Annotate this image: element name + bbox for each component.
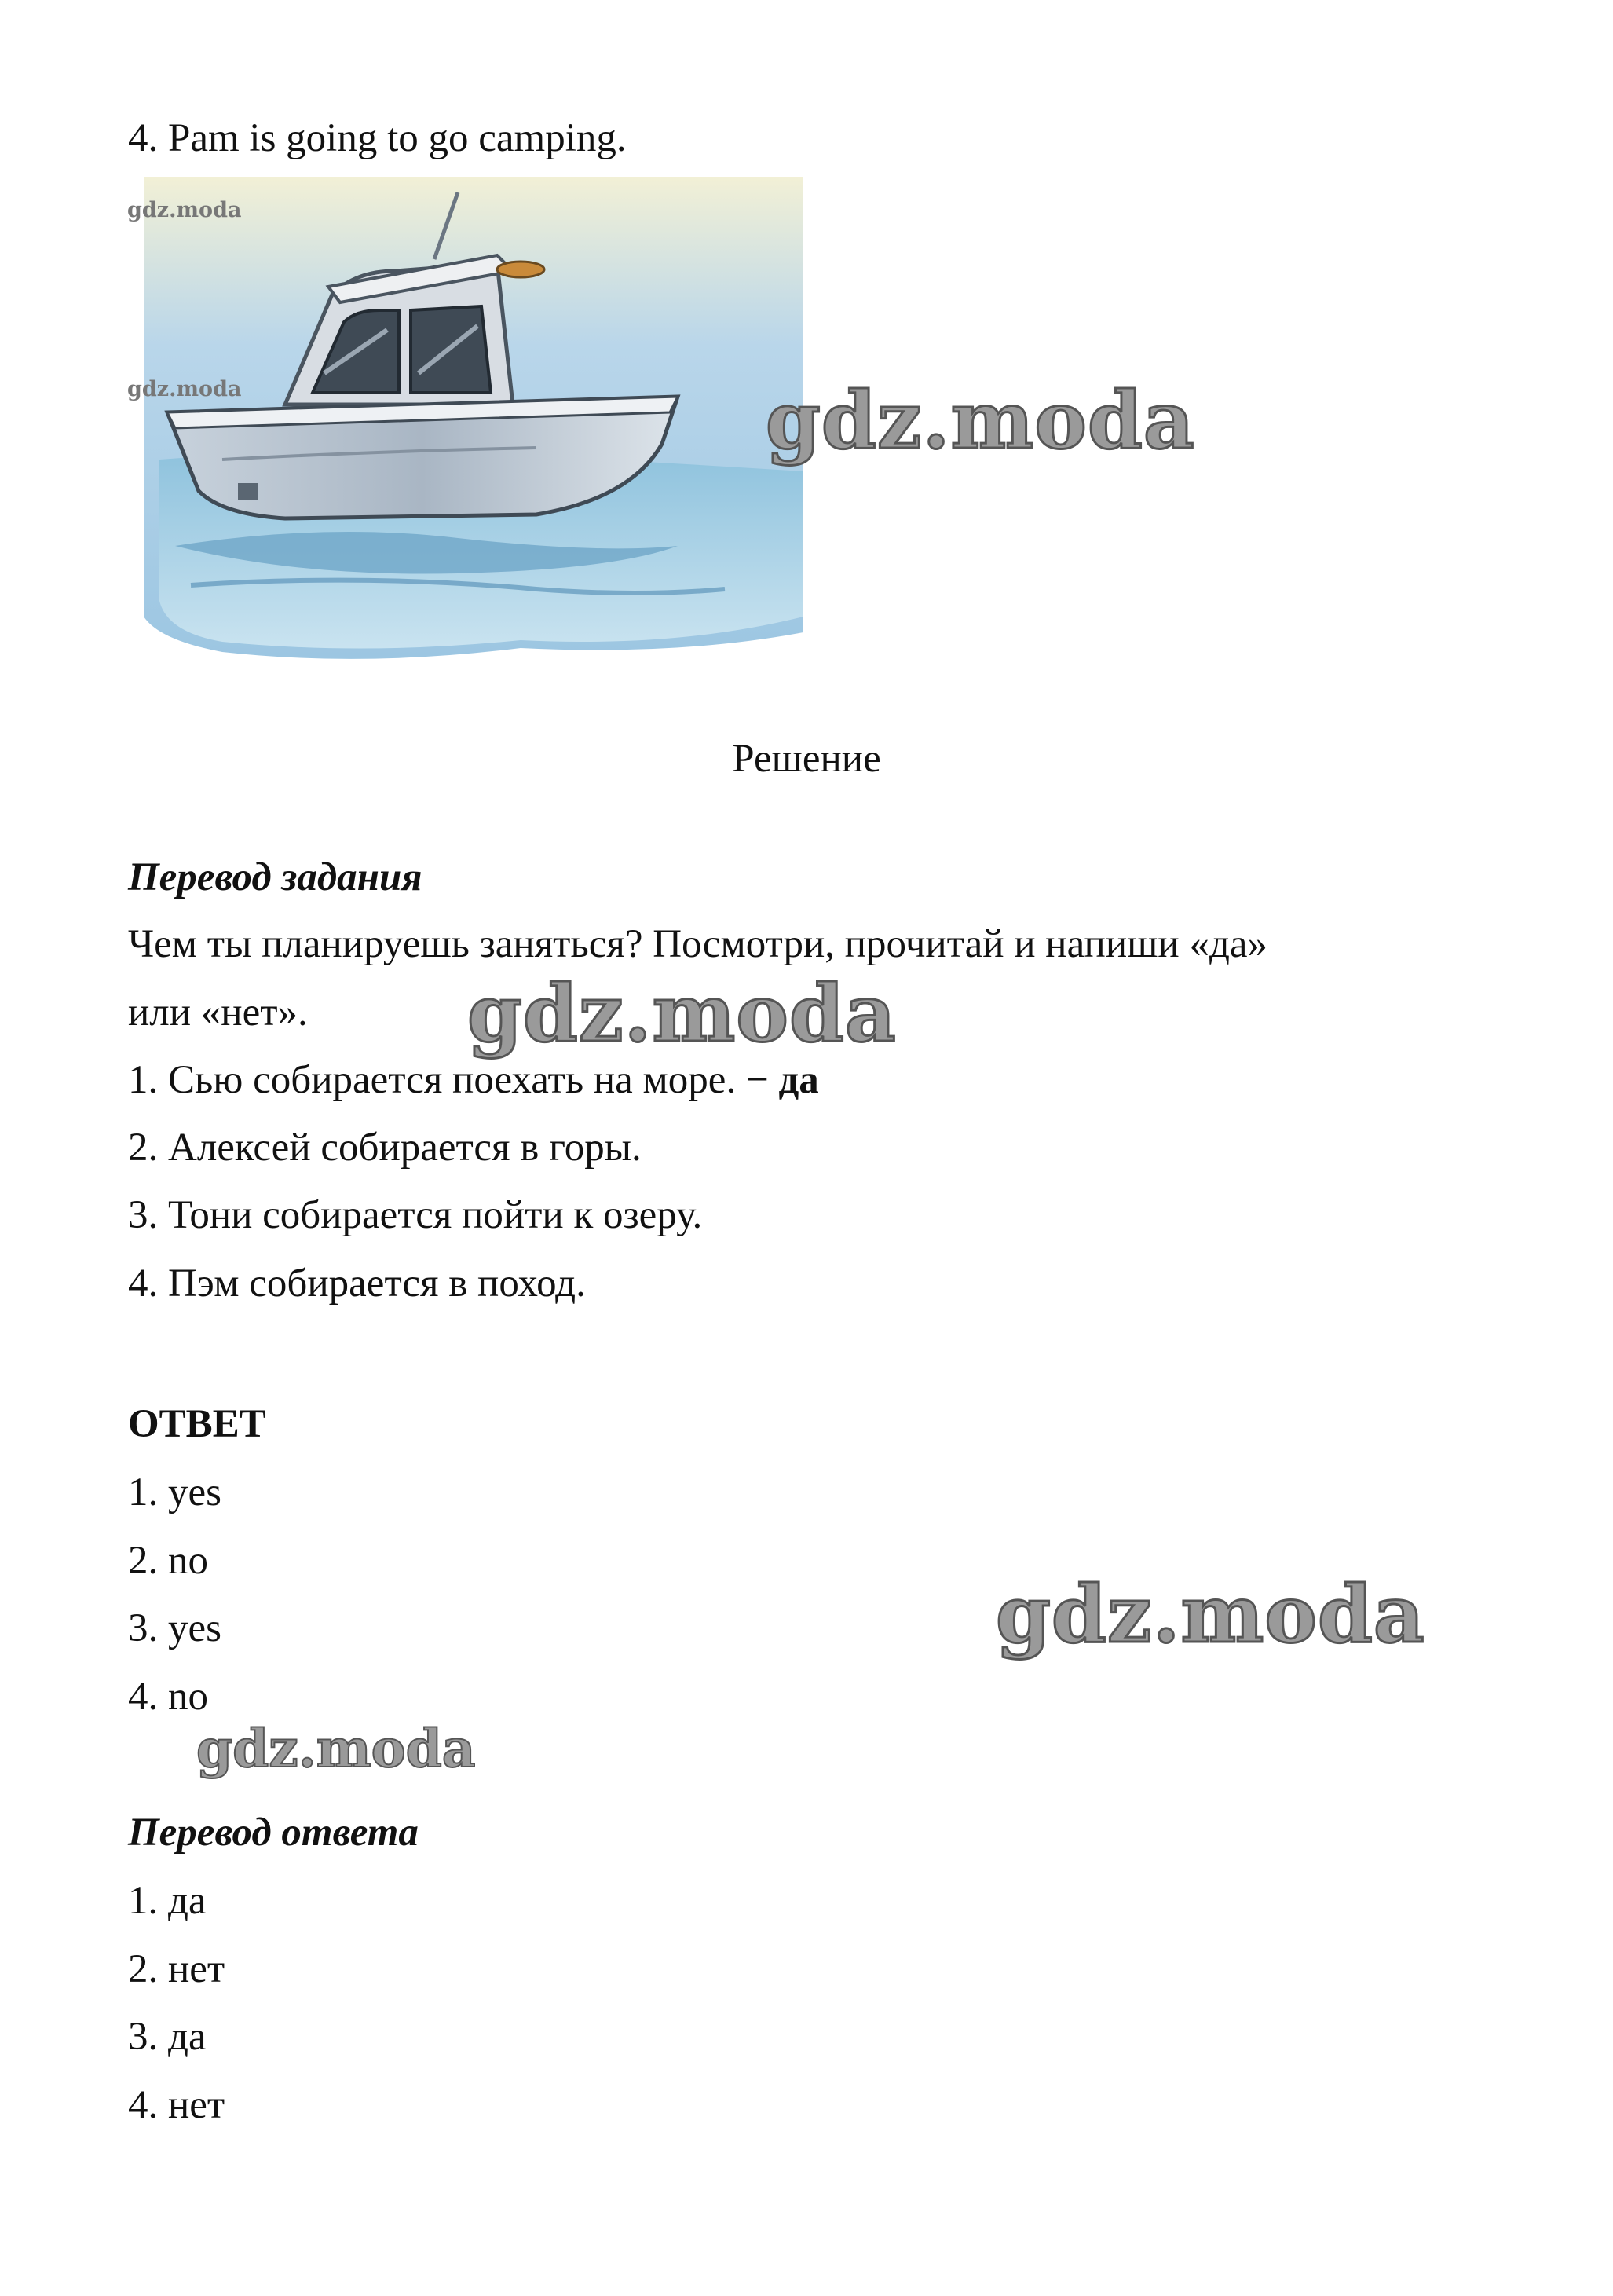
solution-heading: Решение — [732, 737, 881, 781]
watermark-small-top: gdz.moda — [127, 198, 242, 222]
answer-translation-item-2: 2. нет — [128, 1947, 225, 1991]
answer-item-2: 2. no — [128, 1539, 208, 1583]
task-item-2: 2. Алексей собирается в горы. — [128, 1126, 642, 1170]
answer-heading: ОТВЕТ — [128, 1402, 266, 1446]
task-item-1-answer: да — [778, 1058, 819, 1102]
answer-translation-item-3: 3. да — [128, 2015, 207, 2059]
answer-translation-heading: Перевод ответа — [128, 1811, 419, 1855]
watermark-mid-answer: gdz.moda — [196, 1718, 476, 1779]
task-item-1 — [128, 1056, 819, 1104]
exercise-line: 4. Pam is going to go camping. — [128, 116, 627, 160]
task-item-1-text: 1. Сью собирается поехать на море. − — [128, 1058, 779, 1102]
answer-item-4: 4. no — [128, 1675, 208, 1719]
task-intro-line-1: Чем ты планируешь заняться? Посмотри, прочитай и напиши «да» — [128, 922, 1268, 966]
watermark-small-middle: gdz.moda — [127, 377, 242, 401]
watermark-big-boat: gdz.moda — [766, 374, 1195, 467]
answer-item-1: 1. yes — [128, 1470, 221, 1514]
answer-translation-item-1: 1. да — [128, 1879, 207, 1923]
answer-translation-item-4: 4. нет — [128, 2083, 225, 2127]
task-item-3: 3. Тони собирается пойти к озеру. — [128, 1193, 703, 1237]
task-translation-heading: Перевод задания — [128, 855, 422, 899]
watermark-big-task: gdz.moda — [467, 967, 897, 1060]
boat-illustration — [128, 177, 803, 664]
answer-item-3: 3. yes — [128, 1606, 221, 1650]
watermark-big-answer: gdz.moda — [996, 1568, 1425, 1661]
task-item-4: 4. Пэм собирается в поход. — [128, 1262, 586, 1305]
task-intro-line-2: или «нет». — [128, 991, 308, 1034]
